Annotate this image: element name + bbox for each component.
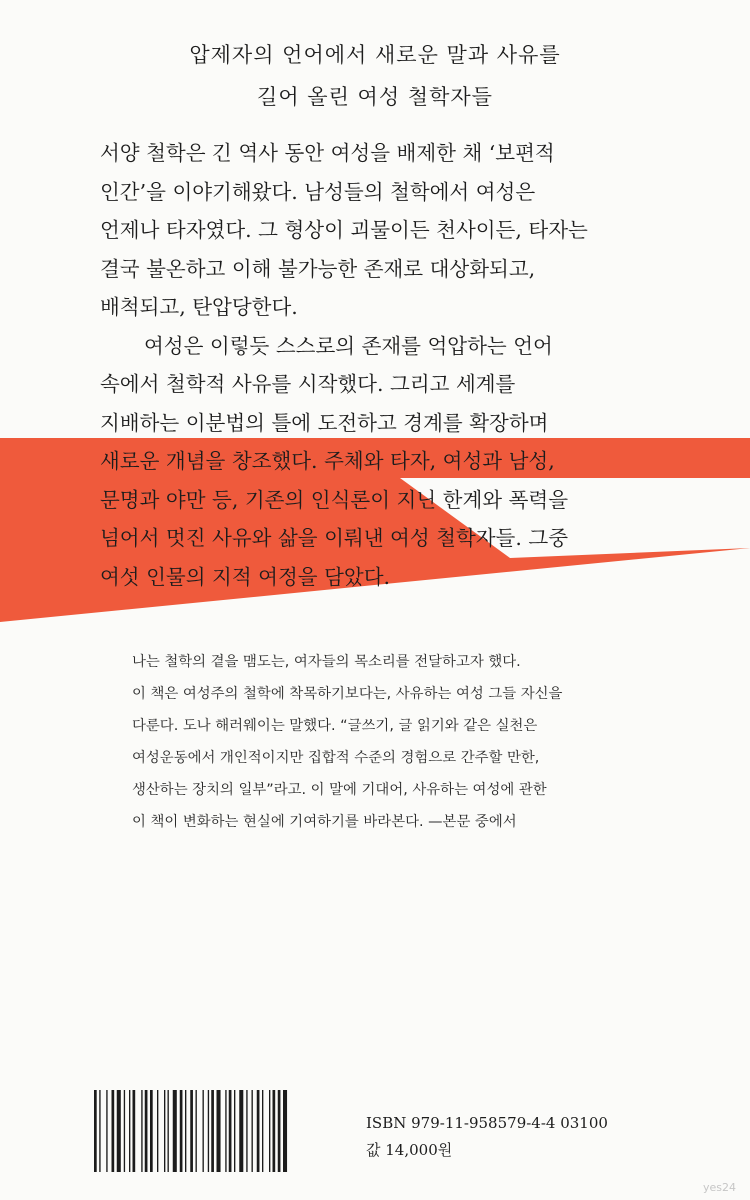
barcode-bar xyxy=(129,1090,130,1172)
barcode-bar xyxy=(133,1090,136,1172)
barcode-bar xyxy=(262,1090,263,1172)
barcode-bar xyxy=(225,1090,226,1172)
barcode-bar xyxy=(117,1090,121,1172)
quote-line: 생산하는 장치의 일부”라고. 이 말에 기대어, 사유하는 여성에 관한 xyxy=(132,782,547,798)
description-line: 인간’을 이야기해왔다. 남성들의 철학에서 여성은 xyxy=(100,179,536,204)
barcode-bar xyxy=(180,1090,183,1172)
description-line: 속에서 철학적 사유를 시작했다. 그리고 세계를 xyxy=(100,372,516,396)
description-line: 지배하는 이분법의 틀에 도전하고 경계를 확장하며 xyxy=(100,410,549,435)
barcode-bar xyxy=(196,1090,197,1172)
quote-line: 이 책이 변화하는 현실에 기여하기를 바라본다. —본문 중에서 xyxy=(132,814,517,830)
barcode-bar xyxy=(94,1090,97,1172)
isbn-block xyxy=(366,1110,608,1164)
barcode-bar xyxy=(257,1090,260,1172)
barcode-bar xyxy=(141,1090,142,1172)
barcode-bar xyxy=(246,1090,247,1172)
barcode-bar xyxy=(157,1090,158,1172)
barcode-bar xyxy=(269,1090,270,1172)
description-line: 여성은 이렇듯 스스로의 존재를 억압하는 언어 xyxy=(144,333,553,358)
barcode-bar xyxy=(99,1090,100,1172)
barcode-bar xyxy=(145,1090,148,1172)
barcode-bar xyxy=(217,1090,221,1172)
barcode-bar xyxy=(283,1090,287,1172)
barcode-bar xyxy=(106,1090,107,1172)
barcode-bar xyxy=(173,1090,177,1172)
isbn-barcode xyxy=(92,1090,344,1172)
barcode-bar xyxy=(185,1090,186,1172)
barcode-bar xyxy=(208,1090,209,1172)
tagline-heading xyxy=(0,34,750,118)
barcode-bar xyxy=(273,1090,276,1172)
quote-line: 여성운동에서 개인적이지만 집합적 수준의 경험으로 간주할 만한, xyxy=(132,750,540,766)
barcode-bar xyxy=(252,1090,253,1172)
barcode-bar xyxy=(239,1090,243,1172)
book-description xyxy=(100,134,660,596)
quote-line: 다룬다. 도나 해러웨이는 말했다. “글쓰기, 글 읽기와 같은 실천은 xyxy=(132,718,538,734)
barcode-bar xyxy=(164,1090,165,1172)
barcode-bar xyxy=(124,1090,125,1172)
barcode-bar xyxy=(211,1090,214,1172)
barcode-bar xyxy=(112,1090,115,1172)
watermark-logo: yes24 xyxy=(702,1181,736,1194)
description-line: 배척되고, 탄압당한다. xyxy=(100,295,298,319)
barcode-bar xyxy=(150,1090,153,1172)
quote-line: 나는 철학의 곁을 맴도는, 여자들의 목소리를 전달하고자 했다. xyxy=(132,654,521,670)
price-label: 값 14,000원 xyxy=(366,1141,453,1159)
description-line: 언제나 타자였다. 그 형상이 괴물이든 천사이든, 타자는 xyxy=(100,218,588,242)
description-line: 여섯 인물의 지적 여정을 담았다. xyxy=(100,564,391,589)
barcode-bar xyxy=(229,1090,232,1172)
barcode-bar xyxy=(168,1090,169,1172)
tagline-line-2: 길어 올린 여성 철학자들 xyxy=(257,85,493,109)
barcode-bar xyxy=(234,1090,235,1172)
isbn-number: ISBN 979-11-958579-4-4 03100 xyxy=(366,1114,608,1132)
description-line: 넘어서 멋진 사유와 삶을 이뤄낸 여성 철학자들. 그중 xyxy=(100,526,568,550)
description-line: 서양 철학은 긴 역사 동안 여성을 배제한 채 ‘보편적 xyxy=(100,141,555,165)
barcode-bar xyxy=(203,1090,204,1172)
description-line: 결국 불온하고 이해 불가능한 존재로 대상화되고, xyxy=(100,256,536,281)
excerpt-quote xyxy=(132,646,652,838)
tagline-line-1: 압제자의 언어에서 새로운 말과 사유를 xyxy=(189,43,561,67)
barcode-bar xyxy=(190,1090,193,1172)
barcode-bar xyxy=(278,1090,281,1172)
description-line: 문명과 야만 등, 기존의 인식론이 지닌 한계와 폭력을 xyxy=(100,487,568,512)
quote-line: 이 책은 여성주의 철학에 착목하기보다는, 사유하는 여성 그들 자신을 xyxy=(132,686,563,702)
description-line: 새로운 개념을 창조했다. 주체와 타자, 여성과 남성, xyxy=(100,449,555,473)
